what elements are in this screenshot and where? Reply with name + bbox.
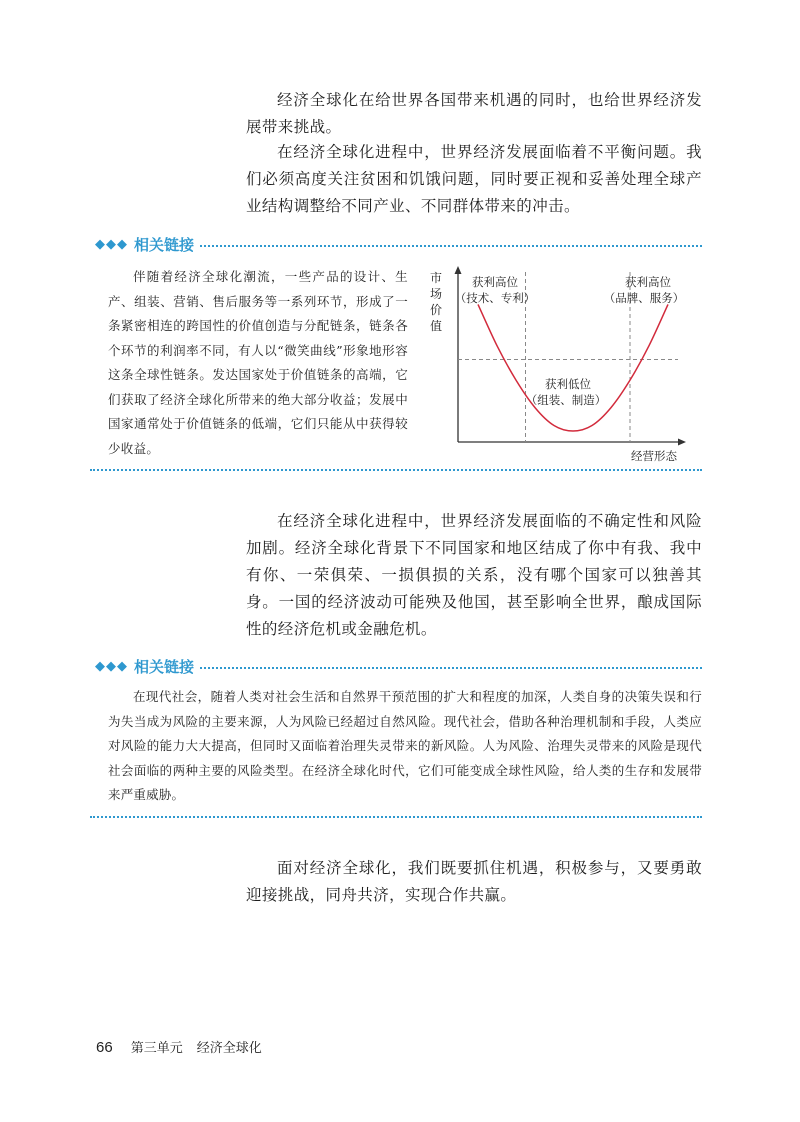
paragraph-1: 经济全球化在给世界各国带来机遇的同时，也给世界经济发展带来挑战。 [246, 91, 702, 136]
annotation-left-high-title: 获利高位 [472, 275, 518, 289]
unit-label: 第三单元 [130, 1041, 183, 1056]
smile-curve [478, 304, 668, 431]
related-link-text-2: 在现代社会，随着人类对社会生活和自然界干预范围的扩大和程度的加深，人类自身的决策失误和行为失当成为风险的主要来源，人为风险已经超过自然风险。现代社会，借助各种治理机制和手段，人类应对风险的能力大大提高，但同时又面临着治理失灵带来的新风险。人为风险、治理失灵带来的风险是现代社会面临的两种主要的风险类型。在经济全球化时代，它们可能变成全球性风险，给人类的生存和发展带来严重威胁。 [108, 689, 702, 802]
y-axis-arrow [455, 266, 462, 274]
annotation-left-high-detail: （技术、专利） [454, 291, 536, 305]
paragraph-3: 在经济全球化进程中，世界经济发展面临的不确定性和风险加剧。经济全球化背景下不同国家和地区结成了你中有我、我中有你、一荣俱荣、一损俱损的关系，没有哪个国家可以独善其身。一国的经济波动可能殃及他国，甚至影响全世界，酿成国际性的经济危机或金融危机。 [246, 512, 702, 638]
diamond-icon: ◆◆◆ [95, 658, 128, 674]
smile-curve-chart [420, 262, 700, 462]
annotation-bottom-low-title: 获利低位 [545, 377, 591, 391]
related-link-title: 相关链接 [134, 235, 195, 254]
box1-bottom-divider [90, 469, 702, 471]
y-axis-label-3: 价 [429, 303, 443, 317]
diamond-icon: ◆◆◆ [95, 236, 128, 252]
box2-bottom-divider [90, 816, 702, 818]
page-number: 66 [96, 1039, 113, 1056]
related-link-text-1: 伴随着经济全球化潮流，一些产品的设计、生产、组装、营销、售后服务等一系列环节，形成了一条紧密相连的跨国性的价值创造与分配链条，链条各个环节的利润率不同，有人以“微笑曲线”形象地形容这条全球性链条。发达国家处于价值链条的高端，它们获取了经济全球化所带来的绝大部分收益；发展中国家通常处于价值链条的低端，它们只能从中获得较少收益。 [108, 269, 408, 456]
annotation-right-high-title: 获利高位 [625, 275, 671, 289]
related-link-header-2 [95, 656, 702, 676]
x-axis-arrow [678, 439, 686, 446]
x-axis-label: 经营形态 [631, 449, 677, 462]
dotted-divider [200, 667, 702, 669]
topic-label: 经济全球化 [196, 1041, 262, 1056]
y-axis-label-2: 场 [429, 287, 443, 301]
paragraph-4: 面对经济全球化，我们既要抓住机遇，积极参与，又要勇敢迎接挑战，同舟共济，实现合作共赢。 [246, 859, 702, 904]
related-link-title: 相关链接 [134, 657, 195, 676]
annotation-bottom-low-detail: （组装、制造） [525, 393, 607, 407]
y-axis-label-1: 市 [429, 271, 443, 285]
related-link-header-1 [95, 234, 702, 254]
y-axis-label-4: 值 [429, 319, 443, 333]
paragraph-2: 在经济全球化进程中，世界经济发展面临着不平衡问题。我们必须高度关注贫困和饥饿问题，同时要正视和妥善处理全球产业结构调整给不同产业、不同群体带来的冲击。 [246, 143, 702, 215]
page-footer [96, 1037, 262, 1056]
dotted-divider [200, 245, 702, 247]
annotation-right-high-detail: （品牌、服务） [603, 291, 685, 305]
